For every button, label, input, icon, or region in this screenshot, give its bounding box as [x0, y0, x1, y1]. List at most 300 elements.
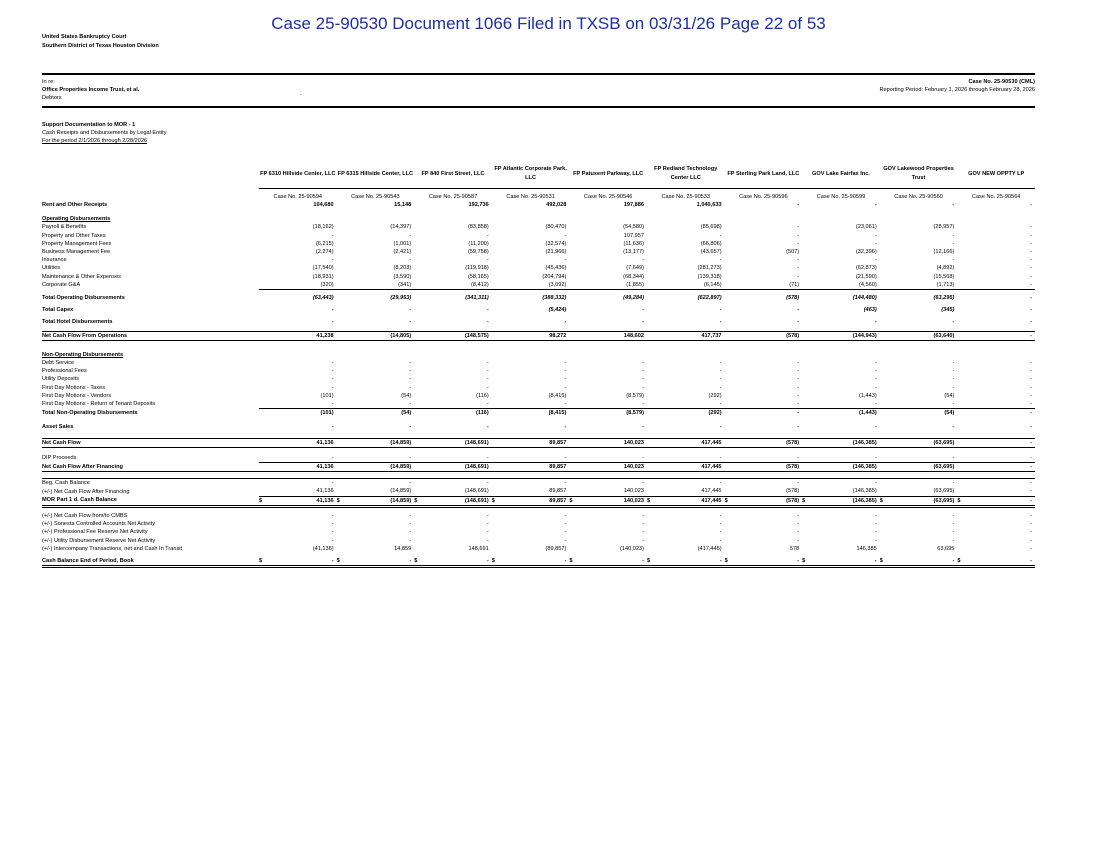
court-line-1: United States Bankruptcy Court [42, 34, 127, 40]
row-value [647, 545, 725, 553]
row-value [414, 409, 492, 418]
amount: - [564, 319, 567, 326]
row-value [492, 264, 570, 272]
row-value [414, 223, 492, 231]
amount: (144,480) [852, 295, 877, 302]
amount: 140,023 [623, 439, 644, 446]
amount: - [1030, 360, 1032, 367]
row-value [647, 375, 725, 383]
amount: - [1030, 392, 1032, 399]
row-value [414, 331, 492, 340]
table-row [42, 240, 1035, 248]
amount: - [331, 368, 334, 375]
row-value [647, 331, 725, 340]
row-value [569, 256, 647, 264]
amount: - [1030, 454, 1032, 461]
amount: - [797, 232, 800, 239]
row-value [802, 331, 880, 340]
amount: (63,295) [933, 295, 955, 302]
table-row [42, 273, 1035, 281]
amount: - [331, 307, 334, 314]
row-value [492, 318, 570, 326]
row-value [880, 400, 958, 409]
amount: - [952, 401, 955, 408]
amount: 417,445 [701, 439, 722, 446]
entity-name-1: FP 6315 Hillside Center, LLC [337, 160, 415, 189]
amount: (14,859) [390, 439, 412, 446]
amount: (578) [786, 295, 800, 302]
row-value [337, 281, 415, 290]
dollar-sign: $ [414, 497, 418, 504]
row-value [647, 512, 725, 520]
row-value [492, 423, 570, 431]
row-value [725, 331, 803, 340]
amount: (18,931) [312, 273, 334, 280]
row-value [725, 375, 803, 383]
amount: (66,806) [700, 240, 722, 247]
amount: - [486, 521, 489, 528]
row-value [569, 294, 647, 302]
row-value [957, 520, 1035, 528]
amount: - [331, 384, 334, 391]
row-value [647, 215, 725, 223]
dollar-sign: $ [957, 557, 961, 564]
amount: - [874, 240, 877, 247]
row-value [414, 281, 492, 290]
entity-case-number-9: Case No. 25-90564 [971, 193, 1021, 200]
row-label: First Day Motions - Return of Tenant Deposits [42, 401, 156, 408]
dollar-sign: $ [802, 497, 806, 504]
table-row [42, 537, 1035, 545]
row-value [802, 375, 880, 383]
amount: - [409, 480, 412, 487]
row-value [880, 240, 958, 248]
amount: (1,855) [626, 281, 644, 288]
row-value [259, 528, 337, 536]
amount: (11,200) [468, 240, 489, 247]
row-label: Total Hotel Disbursements [42, 319, 113, 326]
row-value [957, 359, 1035, 367]
row-value [647, 264, 725, 272]
row-value [492, 294, 570, 302]
row-value [259, 392, 337, 400]
row-value [802, 454, 880, 463]
row-value [802, 528, 880, 536]
amount: - [952, 240, 955, 247]
row-value [725, 487, 803, 496]
amount: 140,023 [623, 464, 644, 471]
row-label: Rent and Other Receipts [42, 202, 108, 208]
amount: (144,943) [852, 332, 877, 339]
row-value [337, 256, 415, 264]
row-value [647, 537, 725, 545]
amount: - [1030, 295, 1032, 302]
row-value [491, 557, 573, 567]
row-value [337, 294, 415, 302]
amount: - [797, 410, 800, 417]
amount: - [564, 537, 567, 544]
row-value [880, 520, 958, 528]
amount: - [952, 232, 955, 239]
dollar-sign: $ [724, 497, 728, 504]
row-value [725, 294, 803, 302]
amount: (21,966) [545, 249, 567, 256]
amount: (58,165) [467, 273, 489, 280]
row-value [957, 423, 1035, 431]
amount: 104,680 [313, 202, 334, 208]
entity-case-number-1: Case No. 25-90543 [351, 193, 400, 200]
row-value [880, 409, 958, 418]
row-value [414, 306, 492, 314]
row-value [414, 351, 492, 359]
amount: - [409, 319, 412, 326]
row-value [414, 463, 492, 472]
amount: - [952, 480, 955, 487]
table-row [42, 454, 1035, 463]
amount: - [797, 257, 800, 264]
amount: - [642, 376, 644, 383]
amount: - [797, 480, 800, 487]
debtor-name: Office Properties Income Trust, et al. [42, 87, 140, 93]
row-label: (+/-) Intercompany Transactions, net and Cash In Transit [42, 545, 183, 552]
row-value [880, 294, 958, 302]
amount: (139,318) [697, 273, 722, 280]
amount: - [952, 537, 955, 544]
row-value [957, 223, 1035, 231]
amount: - [486, 307, 489, 314]
row-value [337, 438, 415, 447]
row-value [337, 215, 415, 223]
row-value [957, 400, 1035, 409]
row-value [647, 463, 725, 472]
amount: - [1030, 319, 1032, 326]
row-value [802, 479, 880, 488]
row-value [725, 201, 803, 209]
amount: 89,857 [549, 464, 567, 471]
row-value [880, 463, 958, 472]
row-value [414, 256, 492, 264]
row-value [957, 318, 1035, 326]
row-value [957, 557, 1035, 567]
support-subtitle: Cash Receipts and Disbursements by Legal Entity [42, 130, 167, 137]
row-value [957, 351, 1035, 359]
row-value [725, 248, 803, 256]
amount: (8,579) [626, 392, 644, 399]
row-value [880, 423, 958, 431]
entity-name-6: FP Sterling Park Land, LLC [725, 160, 803, 189]
row-value [725, 438, 803, 447]
entity-case-number-8: Case No. 25-90560 [894, 193, 943, 200]
row-value [259, 201, 337, 209]
amount: (32,574) [545, 240, 567, 247]
amount: - [797, 360, 800, 367]
amount: - [719, 401, 722, 408]
row-label: Utilities [42, 265, 61, 272]
entity-name-8: GOV Lakewood Properties Trust [880, 160, 958, 189]
amount: - [719, 384, 722, 391]
row-value [647, 487, 725, 496]
amount: - [564, 557, 567, 564]
row-value [492, 400, 570, 409]
amount: - [1030, 439, 1032, 446]
amount: (140,023) [620, 545, 644, 552]
row-value [724, 496, 806, 506]
amount: - [952, 424, 955, 431]
row-value [259, 454, 337, 463]
amount: (4,560) [859, 281, 877, 288]
amount: - [486, 401, 489, 408]
row-value [259, 294, 337, 302]
row-value [414, 438, 492, 447]
row-value [569, 281, 647, 290]
row-value [492, 359, 570, 367]
row-value [259, 512, 337, 520]
amount: (7,649) [626, 265, 644, 272]
amount: (146,385) [852, 439, 877, 446]
row-value [569, 240, 647, 248]
row-value [569, 351, 647, 359]
amount: - [952, 384, 955, 391]
row-value [802, 306, 880, 314]
amount: - [874, 424, 877, 431]
row-value [880, 375, 958, 383]
amount: 89,857 [549, 488, 567, 495]
row-label: Cash Balance End of Period, Book [42, 557, 259, 567]
row-value [569, 454, 647, 463]
row-label: (+/-) Professional Fee Reserve Net Activity [42, 529, 148, 536]
amount: - [409, 360, 412, 367]
amount: - [797, 224, 800, 231]
row-value [880, 545, 958, 553]
row-value [725, 392, 803, 400]
amount: - [874, 557, 877, 564]
row-value [647, 273, 725, 281]
stray-dot: . [300, 91, 302, 97]
amount: - [331, 257, 334, 264]
amount: - [331, 360, 334, 367]
row-value [957, 215, 1035, 223]
row-value [647, 400, 725, 409]
row-value [647, 256, 725, 264]
amount: 417,445 [701, 464, 722, 471]
amount: (63,695) [933, 497, 955, 504]
dollar-sign: $ [336, 497, 340, 504]
row-value [259, 256, 337, 264]
row-value [414, 557, 492, 567]
amount: - [564, 512, 567, 519]
amount: (622,897) [697, 295, 722, 302]
amount: (54) [401, 410, 412, 417]
dollar-sign: $ [569, 557, 573, 564]
entity-header-blank [42, 160, 259, 189]
row-value [957, 281, 1035, 290]
row-value [802, 557, 880, 567]
row-label: Maintenance & Other Expenses [42, 273, 121, 280]
dollar-sign: $ [879, 497, 883, 504]
row-value [647, 479, 725, 488]
amount: - [486, 424, 489, 431]
row-value [802, 294, 880, 302]
row-value [725, 409, 803, 418]
entity-case-number-4: Case No. 25-90546 [583, 193, 633, 200]
amount: 89,857 [549, 439, 567, 446]
amount: - [1030, 424, 1032, 431]
row-value [259, 215, 337, 223]
amount: - [409, 384, 412, 391]
row-value [492, 215, 570, 223]
row-value [337, 392, 415, 400]
amount: - [797, 202, 800, 208]
amount: - [409, 521, 412, 528]
row-value [414, 264, 492, 272]
spacer-cell [42, 472, 1035, 479]
row-value [414, 367, 492, 375]
row-value [647, 306, 725, 314]
table-row [42, 463, 1035, 472]
row-value [492, 384, 570, 392]
row-value [647, 384, 725, 392]
amount: - [1030, 529, 1032, 536]
amount: 41,136 [316, 464, 334, 471]
row-value [337, 537, 415, 545]
row-value [957, 306, 1035, 314]
row-value [337, 273, 415, 281]
row-value [957, 248, 1035, 256]
row-value [647, 528, 725, 536]
amount: 148,691 [468, 545, 489, 552]
row-value [647, 454, 725, 463]
table-row [42, 512, 1035, 520]
amount: (49,284) [623, 295, 644, 302]
amount: 148,602 [623, 332, 644, 339]
row-value [492, 392, 570, 400]
row-value [259, 318, 337, 326]
row-value [414, 528, 492, 536]
table-row [42, 201, 1035, 209]
amount: (8,415) [548, 392, 567, 399]
row-value [259, 375, 337, 383]
row-value [880, 248, 958, 256]
amount: - [1030, 281, 1032, 288]
amount: - [1030, 376, 1032, 383]
row-value [569, 438, 647, 447]
row-value [880, 537, 958, 545]
row-value [336, 496, 418, 506]
table-row [42, 294, 1035, 302]
amount: (6,215) [315, 240, 334, 247]
amount: - [952, 257, 955, 264]
row-value [802, 273, 880, 281]
table-row [42, 487, 1035, 496]
amount: - [874, 384, 877, 391]
support-period: For the period 2/1/2026 through 2/28/2026 [42, 138, 148, 145]
row-value [725, 240, 803, 248]
amount: - [564, 360, 567, 367]
row-value [492, 537, 570, 545]
amount: (578) [786, 332, 800, 339]
amount: - [564, 529, 567, 536]
amount: - [1030, 232, 1032, 239]
amount: - [797, 424, 800, 431]
amount: 146,385 [856, 545, 877, 552]
amount: - [486, 384, 489, 391]
amount: 578 [789, 545, 800, 552]
row-value [337, 306, 415, 314]
row-value [569, 318, 647, 326]
amount: - [1030, 512, 1032, 519]
row-label: Debt Service [42, 360, 75, 367]
row-label: Beg. Cash Balance [42, 479, 259, 488]
row-value [802, 384, 880, 392]
row-value [880, 512, 958, 520]
row-value [880, 351, 958, 359]
row-value [337, 264, 415, 272]
amount: - [1030, 545, 1032, 552]
row-value [647, 248, 725, 256]
row-value [569, 392, 647, 400]
row-value [725, 223, 803, 231]
amount: 492,028 [546, 202, 567, 208]
amount: (148,691) [464, 497, 489, 504]
amount: (59,758) [467, 249, 489, 256]
amount: (463) [863, 307, 877, 314]
amount: - [719, 368, 722, 375]
dollar-sign: $ [414, 557, 418, 564]
amount: - [409, 424, 412, 431]
table-row [42, 384, 1035, 392]
row-value [880, 232, 958, 240]
table-row [42, 264, 1035, 272]
amount: 140,023 [623, 488, 644, 495]
row-value [880, 479, 958, 488]
row-value [725, 423, 803, 431]
row-value [725, 215, 803, 223]
row-value [337, 331, 415, 340]
row-value [802, 487, 880, 496]
amount: - [486, 257, 489, 264]
amount: (1,443) [859, 392, 877, 399]
entity-name-2: FP 840 First Street, LLC [414, 160, 492, 189]
amount: - [486, 376, 489, 383]
amount: - [564, 232, 567, 239]
amount: (18,162) [312, 224, 334, 231]
row-value [414, 294, 492, 302]
amount: (148,691) [464, 439, 489, 446]
row-value [414, 454, 492, 463]
row-value [569, 537, 647, 545]
amount: (578) [786, 488, 800, 495]
amount: (63,695) [933, 488, 955, 495]
row-value [725, 479, 803, 488]
amount: - [331, 537, 334, 544]
row-value [569, 409, 647, 418]
table-row [42, 351, 1035, 359]
row-value [414, 240, 492, 248]
amount: - [642, 512, 644, 519]
amount: (320) [320, 281, 334, 288]
row-value [492, 351, 570, 359]
row-value [492, 512, 570, 520]
row-label: Utility Deposits [42, 376, 79, 383]
row-value [492, 256, 570, 264]
amount: - [952, 376, 955, 383]
amount: - [642, 401, 644, 408]
row-value [802, 367, 880, 375]
row-value [414, 384, 492, 392]
row-value [337, 520, 415, 528]
dollar-sign: $ [724, 557, 728, 564]
amount: - [409, 376, 412, 383]
